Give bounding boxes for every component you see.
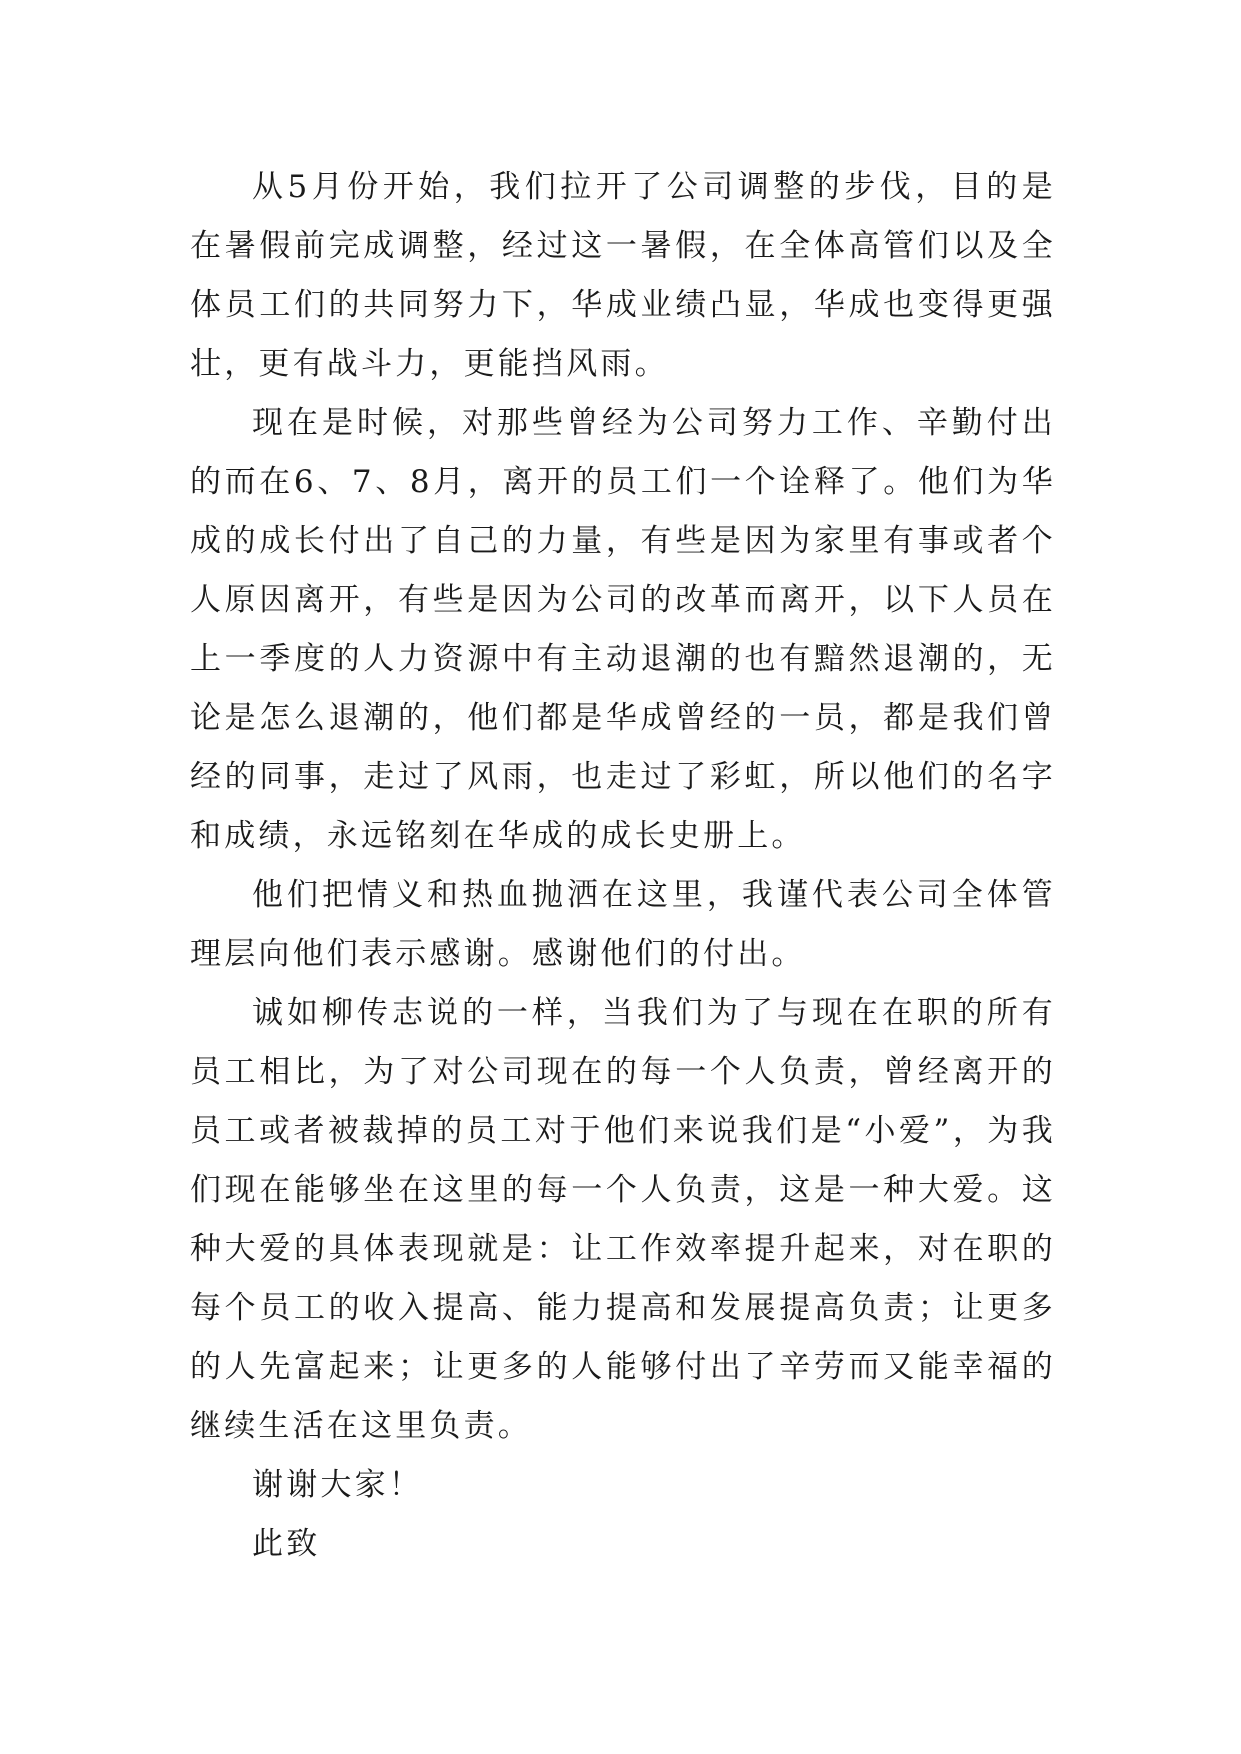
paragraph-departed-staff: 现在是时候，对那些曾经为公司努力工作、辛勤付出的而在6、7、8月，离开的员工们一个诠释了。他们为华成的成长付出了自己的力量，有些是因为家里有事或者个人原因离开，有些是因为公司的改革而离开，以下人员在上一季度的人力资源中有主动退潮的也有黯然退潮的，无论是怎么退潮的，他们都是华成曾经的一员，都是我们曾经的同事，走过了风雨，也走过了彩虹，所以他们的名字和成绩，永远铭刻在华成的成长史册上。 xyxy=(190,405,1056,854)
paragraph-thanks: 谢谢大家！ xyxy=(252,1467,423,1503)
paragraph-big-love: 诚如柳传志说的一样，当我们为了与现在在职的所有员工相比，为了对公司现在的每一个人负责，曾经离开的员工或者被裁掉的员工对于他们来说我们是“小爱”，为我们现在能够坐在这里的每一个人负责，这是一种大爱。这种大爱的具体表现就是：让工作效率提升起来，对在职的每个员工的收入提高、能力提高和发展提高负责；让更多的人先富起来；让更多的人能够付出了辛劳而又能幸福的继续生活在这里负责。 xyxy=(190,995,1056,1444)
paragraph-gratitude: 他们把情义和热血抛洒在这里，我谨代表公司全体管理层向他们表示感谢。感谢他们的付出。 xyxy=(190,877,1056,972)
paragraph-company-adjustment: 从5月份开始，我们拉开了公司调整的步伐，目的是在暑假前完成调整，经过这一暑假，在全体高管们以及全体员工们的共同努力下，华成业绩凸显，华成也变得更强壮，更有战斗力，更能挡风雨。 xyxy=(190,169,1056,382)
paragraph-closing: 此致 xyxy=(252,1526,321,1562)
letter-body xyxy=(190,158,1056,1574)
